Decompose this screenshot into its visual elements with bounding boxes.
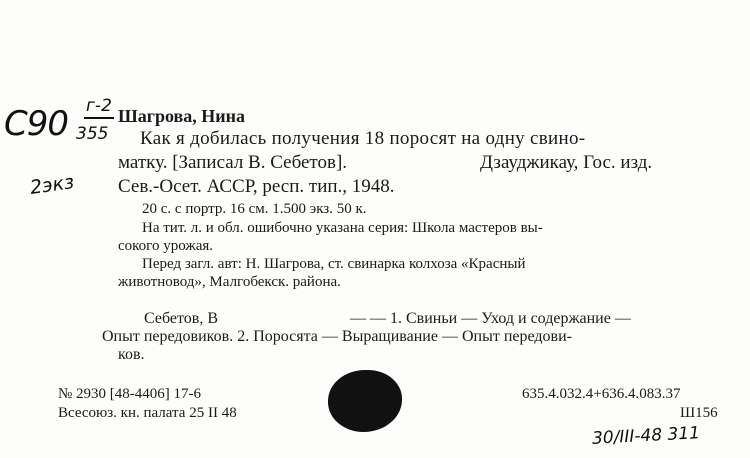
copies-note: 2экз (28, 171, 76, 199)
title-line-2: матку. [Записал В. Себетов]. (118, 152, 348, 173)
subject-added-entry: Себетов, В (144, 310, 219, 327)
classification-code: 635.4.032.4+636.4.083.37 (522, 386, 681, 402)
publisher-line: Дзауджикау, Гос. изд. (480, 152, 653, 173)
subject-line-3: ков. (118, 346, 145, 363)
author-heading: Шагрова, Нина (118, 106, 245, 126)
title-line-1: Как я добилась получения 18 поросят на одну свино- (140, 128, 586, 149)
call-number-main: С90 (4, 104, 69, 144)
registration-number: № 2930 [48-4406] 17-6 (58, 386, 202, 402)
call-number-fraction-top: г-2 (86, 96, 112, 116)
note-2-line-1: Перед загл. авт: Н. Шагрова, ст. свинарка колхоза «Красный (142, 256, 526, 272)
subject-line-2: Опыт передовиков. 2. Поросята — Выращивание — Опыт передови- (102, 328, 572, 345)
author-mark: Ш156 (680, 405, 718, 421)
subject-line-1: — — 1. Свиньи — Уход и содержание — (350, 310, 631, 327)
title-line-3: Сев.-Осет. АССР, респ. тип., 1948. (118, 176, 395, 197)
note-1-line-2: сокого урожая. (118, 238, 214, 254)
ink-blot (328, 370, 402, 432)
call-number-fraction-bottom: 355 (76, 124, 109, 144)
handwritten-date: 30/III-48 311 (591, 423, 701, 449)
fraction-bar (84, 117, 114, 119)
note-2-line-2: животновод», Малгобекск. района. (118, 274, 341, 290)
chamber-line: Всесоюз. кн. палата 25 II 48 (58, 405, 237, 421)
collation-line: 20 с. с портр. 16 см. 1.500 экз. 50 к. (142, 201, 367, 217)
note-1-line-1: На тит. л. и обл. ошибочно указана серия: Школа мастеров вы- (142, 220, 543, 236)
